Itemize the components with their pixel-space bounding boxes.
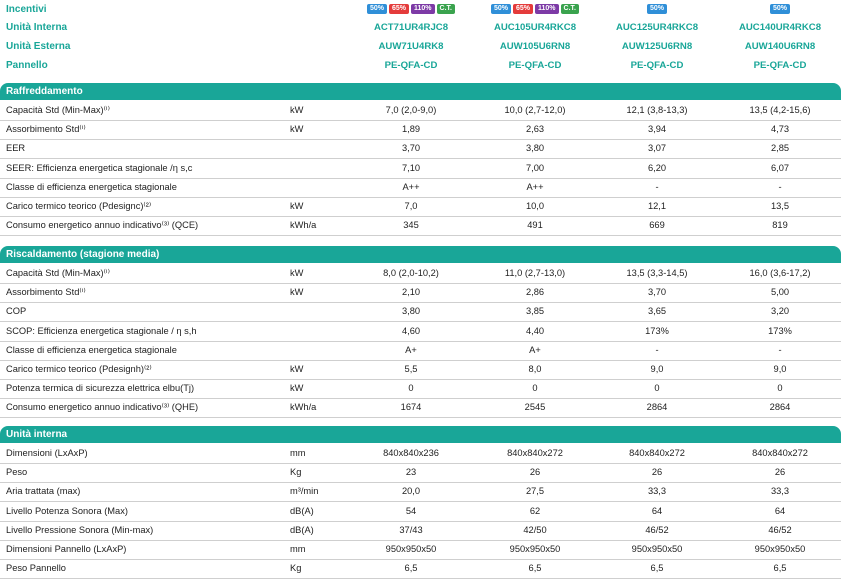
row-label: SEER: Efficienza energetica stagionale /η s,c (6, 162, 193, 173)
table-row (0, 398, 841, 418)
row-value: 2,10 (401, 287, 421, 298)
row-value: 4,60 (401, 325, 421, 336)
row-unit: mm (290, 448, 306, 458)
table-row (0, 444, 841, 464)
model-pannello: PE-QFA-CD (508, 60, 562, 71)
row-value: 10,0 (2,7-12,0) (504, 105, 566, 115)
row-value: 6,20 (647, 162, 667, 173)
row-value: 3,70 (647, 287, 667, 298)
table-row (0, 101, 841, 121)
row-label: Classe di efficienza energetica stagionale (6, 344, 177, 355)
row-unit: kW (290, 364, 304, 374)
row-value: 8,0 (528, 364, 542, 374)
row-unit: Kg (290, 563, 302, 574)
incentive-badge: 50% (491, 4, 511, 14)
row-label: Aria trattata (max) (6, 486, 81, 497)
section-title: Unità interna (6, 429, 68, 440)
row-value: 950x950x50 (631, 544, 683, 554)
section-header (0, 426, 841, 443)
header-label: Pannello (6, 60, 48, 71)
row-value: 3,07 (647, 143, 667, 154)
row-value: 3,70 (401, 143, 421, 154)
row-value: 20,0 (401, 486, 421, 497)
header-row-interna (0, 19, 843, 38)
row-value: 840x840x272 (629, 448, 685, 458)
row-value: - (778, 181, 782, 192)
row-value: 6,5 (528, 563, 542, 574)
row-unit: kW (290, 124, 304, 135)
row-value: 23 (405, 467, 417, 478)
model-esterna: AUW140U6RN8 (744, 41, 816, 52)
table-row (0, 120, 841, 140)
row-value: 54 (405, 505, 417, 516)
row-value: 27,5 (525, 486, 545, 497)
row-value: 2,63 (525, 124, 545, 135)
row-value: 0 (777, 383, 783, 394)
row-value: 64 (651, 505, 663, 516)
section-title: Riscaldamento (stagione media) (6, 249, 160, 260)
incentive-badges (725, 4, 835, 14)
row-value: 8,0 (2,0-10,2) (383, 268, 439, 278)
incentive-badge: 50% (367, 4, 387, 14)
row-label: COP (6, 306, 27, 317)
row-unit: mm (290, 544, 306, 554)
table-row (0, 216, 841, 236)
incentive-badge: 50% (770, 4, 790, 14)
table-row (0, 360, 841, 380)
row-value: 7,0 (2,0-9,0) (385, 105, 437, 115)
row-value: 0 (654, 383, 660, 394)
row-value: 13,5 (3,3-14,5) (626, 268, 688, 278)
table-row (0, 379, 841, 399)
row-value: 46/52 (768, 524, 792, 535)
row-value: 7,0 (404, 201, 418, 211)
row-value: 3,20 (770, 306, 790, 317)
row-value: 13,5 (770, 201, 790, 211)
row-value: 345 (403, 220, 419, 231)
model-pannello: PE-QFA-CD (384, 60, 438, 71)
row-value: 840x840x272 (752, 448, 808, 458)
row-value: 26 (529, 467, 541, 478)
table-row (0, 302, 841, 322)
row-unit: kW (290, 268, 304, 278)
model-pannello: PE-QFA-CD (630, 60, 684, 71)
row-label: Carico termico teorico (Pdesignh)⁽²⁾ (6, 364, 152, 374)
row-value: 2,86 (525, 287, 545, 298)
row-label: Dimensioni Pannello (LxAxP) (6, 544, 127, 554)
row-value: 4,40 (525, 325, 545, 336)
header-row-incentivi (0, 1, 843, 20)
row-value: 26 (651, 467, 663, 478)
row-value: A++ (402, 181, 420, 192)
table-row (0, 521, 841, 541)
row-value: 7,00 (525, 162, 545, 173)
incentive-badges (480, 4, 590, 14)
header-label: Unità Esterna (6, 41, 71, 52)
incentive-badge: 110% (411, 4, 435, 14)
row-value: 4,73 (770, 124, 790, 135)
table-row (0, 159, 841, 179)
row-unit: kW (290, 383, 304, 394)
row-value: 2545 (524, 402, 546, 413)
row-value: 1674 (400, 402, 422, 413)
section-title: Raffreddamento (6, 86, 83, 97)
row-value: 64 (774, 505, 786, 516)
table-row (0, 482, 841, 502)
model-interna: ACT71UR4RJC8 (373, 22, 449, 33)
table-row (0, 322, 841, 342)
section-header (0, 83, 841, 100)
row-unit: kW (290, 287, 304, 298)
row-value: 173% (768, 325, 792, 336)
row-value: 62 (529, 505, 541, 516)
row-value: 2864 (769, 402, 791, 413)
row-unit: kW (290, 105, 304, 115)
row-value: 6,5 (404, 563, 418, 574)
row-label: Potenza termica di sicurezza elettrica elbu(Tj) (6, 383, 195, 394)
table-row (0, 559, 841, 579)
row-value: 42/50 (523, 524, 547, 535)
table-row (0, 178, 841, 198)
row-value: 2864 (646, 402, 668, 413)
row-value: 7,10 (401, 162, 421, 173)
model-pannello: PE-QFA-CD (753, 60, 807, 71)
row-value: 0 (532, 383, 538, 394)
row-value: 37/43 (399, 524, 423, 535)
row-label: Consumo energetico annuo indicativo⁽³⁾ (QHE) (6, 402, 199, 413)
row-value: 46/52 (645, 524, 669, 535)
table-row (0, 341, 841, 361)
row-unit: kWh/a (290, 402, 317, 413)
row-value: 5,5 (404, 364, 418, 374)
row-value: 12,1 (647, 201, 667, 211)
row-label: Assorbimento Std⁽ⁱ⁾ (6, 287, 86, 298)
row-value: 10,0 (525, 201, 545, 211)
row-value: - (655, 344, 659, 355)
row-value: A++ (526, 181, 544, 192)
row-value: A+ (405, 344, 417, 355)
row-value: 13,5 (4,2-15,6) (749, 105, 811, 115)
row-value: 3,85 (525, 306, 545, 317)
row-value: 9,0 (773, 364, 787, 374)
row-value: 6,5 (773, 563, 787, 574)
row-value: 950x950x50 (754, 544, 806, 554)
row-label: Carico termico teorico (Pdesignc)⁽²⁾ (6, 201, 152, 211)
model-esterna: AUW105U6RN8 (499, 41, 571, 52)
row-value: 950x950x50 (509, 544, 561, 554)
model-interna: AUC105UR4RKC8 (493, 22, 577, 33)
row-value: - (778, 344, 782, 355)
row-value: 950x950x50 (385, 544, 437, 554)
row-value: 12,1 (3,8-13,3) (626, 105, 688, 115)
row-label: Assorbimento Std⁽ⁱ⁾ (6, 124, 86, 135)
incentive-badge: 65% (513, 4, 533, 14)
table-row (0, 463, 841, 483)
row-label: Peso (6, 467, 28, 478)
row-value: - (655, 181, 659, 192)
incentive-badges (356, 4, 466, 14)
row-label: Capacità Std (Min-Max)⁽ⁱ⁾ (6, 105, 110, 115)
row-unit: dB(A) (290, 524, 314, 535)
table-row (0, 283, 841, 303)
row-unit: kWh/a (290, 220, 317, 231)
row-unit: kW (290, 201, 304, 211)
row-value: 11,0 (2,7-13,0) (504, 268, 566, 278)
row-label: Consumo energetico annuo indicativo⁽³⁾ (QCE) (6, 220, 199, 231)
row-value: 173% (645, 325, 669, 336)
row-value: A+ (529, 344, 541, 355)
row-value: 33,3 (647, 486, 667, 497)
header-label: Incentivi (6, 4, 47, 15)
header-row-esterna (0, 38, 843, 57)
incentive-badge: 50% (647, 4, 667, 14)
table-row (0, 502, 841, 522)
row-value: 819 (772, 220, 788, 231)
model-esterna: AUW71U4RK8 (378, 41, 444, 52)
row-value: 6,5 (650, 563, 664, 574)
incentive-badge: 65% (389, 4, 409, 14)
row-value: 491 (527, 220, 543, 231)
row-value: 840x840x272 (507, 448, 563, 458)
row-value: 3,65 (647, 306, 667, 317)
row-label: Peso Pannello (6, 563, 66, 574)
row-value: 3,94 (647, 124, 667, 135)
row-label: Capacità Std (Min-Max)⁽ⁱ⁾ (6, 268, 110, 278)
incentive-badge: C.T. (437, 4, 455, 14)
model-interna: AUC125UR4RKC8 (615, 22, 699, 33)
row-value: 2,85 (770, 143, 790, 154)
incentive-badge: 110% (535, 4, 559, 14)
table-row (0, 540, 841, 560)
row-unit: dB(A) (290, 505, 314, 516)
row-value: 26 (774, 467, 786, 478)
row-value: 0 (408, 383, 414, 394)
incentive-badges (602, 4, 712, 14)
row-value: 9,0 (650, 364, 664, 374)
row-unit: Kg (290, 467, 302, 478)
row-label: Livello Potenza Sonora (Max) (6, 505, 128, 516)
model-esterna: AUW125U6RN8 (621, 41, 693, 52)
row-value: 3,80 (525, 143, 545, 154)
row-label: Dimensioni (LxAxP) (6, 448, 88, 458)
row-value: 6,07 (770, 162, 790, 173)
table-row (0, 139, 841, 159)
header-row-pannello (0, 57, 843, 76)
row-value: 669 (649, 220, 665, 231)
incentive-badge: C.T. (561, 4, 579, 14)
table-row (0, 197, 841, 217)
section-header (0, 246, 841, 263)
model-interna: AUC140UR4RKC8 (738, 22, 822, 33)
row-value: 3,80 (401, 306, 421, 317)
row-value: 840x840x236 (383, 448, 439, 458)
row-unit: m³/min (290, 486, 319, 497)
header-label: Unità Interna (6, 22, 68, 33)
table-row (0, 264, 841, 284)
row-value: 1,89 (401, 124, 421, 135)
row-label: Livello Pressione Sonora (Min-max) (6, 524, 154, 535)
row-value: 16,0 (3,6-17,2) (749, 268, 811, 278)
row-value: 33,3 (770, 486, 790, 497)
row-label: SCOP: Efficienza energetica stagionale / η s,h (6, 325, 197, 336)
row-label: Classe di efficienza energetica stagionale (6, 181, 177, 192)
row-label: EER (6, 143, 26, 154)
row-value: 5,00 (770, 287, 790, 298)
